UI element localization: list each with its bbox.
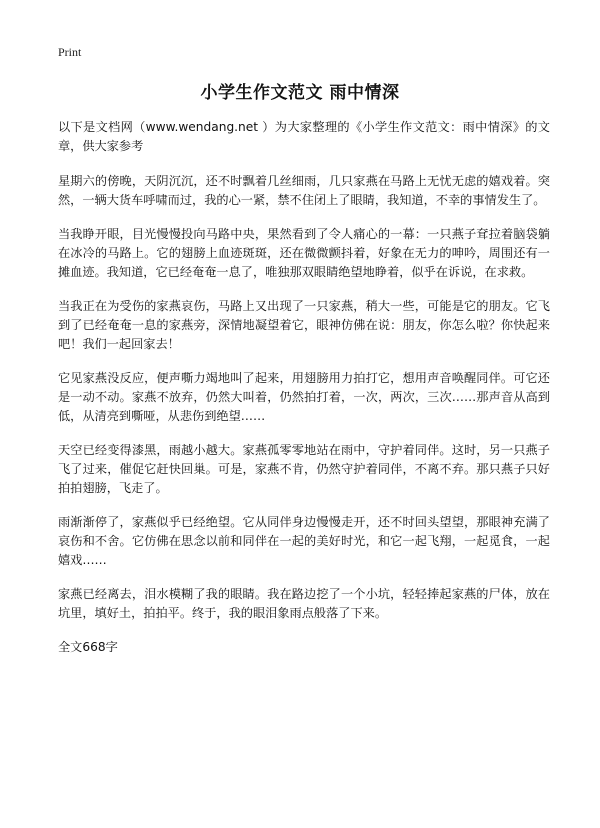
word-count: 全文668字: [58, 640, 118, 654]
print-link[interactable]: Print: [58, 45, 82, 59]
paragraph-5: 天空已经变得漆黑，雨越小越大。家燕孤零零地站在雨中，守护着同伴。这时，另一只燕子飞了过来，催促它赶快回巢。可是，家燕不肯，仍然守护着同伴，不离不弃。那只燕子只好拍拍翅膀，飞走了。: [58, 443, 550, 495]
paragraph-6: 雨渐渐停了，家燕似乎已经绝望。它从同伴身边慢慢走开，还不时回头望望，那眼神充满了哀伤和不舍。它仿佛在思念以前和同伴在一起的美好时光，和它一起飞翔，一起觅食，一起嬉戏……: [58, 515, 550, 567]
paragraph-7: 家燕已经离去，泪水模糊了我的眼睛。我在路边挖了一个小坑，轻轻捧起家燕的尸体，放在坑里，填好土，拍拍平。终于，我的眼泪象雨点般落了下来。: [58, 587, 550, 620]
paragraph-1: 星期六的傍晚，天阴沉沉，还不时飘着几丝细雨，几只家燕在马路上无忧无虑的嬉戏着。突然，一辆大货车呼啸而过，我的心一紧，禁不住闭上了眼睛，我知道，不幸的事情发生了。: [58, 174, 550, 207]
paragraph-4: 它见家燕没反应，便声嘶力竭地叫了起来，用翅膀用力拍打它，想用声音唤醒同伴。可它还是一动不动。家燕不放弃，仍然大叫着，仍然拍打着，一次，两次，三次……那声音从高到低，从清亮到嘶哑，从悲伤到绝望……: [58, 371, 550, 423]
intro-paragraph: 以下是文档网（www.wendang.net ）为大家整理的《小学生作文范文：雨中情深》的文章，供大家参考: [58, 120, 550, 153]
article-body: [58, 118, 550, 672]
paragraph-3: 当我正在为受伤的家燕哀伤，马路上又出现了一只家燕，稍大一些，可能是它的朋友。它飞到了已经奄奄一息的家燕旁，深情地凝望着它，眼神仿佛在说：朋友，你怎么啦？你快起来吧！我们一起回家去！: [58, 299, 550, 351]
page-title: 小学生作文范文 雨中情深: [200, 83, 400, 103]
paragraph-2: 当我睁开眼，目光慢慢投向马路中央，果然看到了令人痛心的一幕：一只燕子耷拉着脑袋躺在冰冷的马路上。它的翅膀上血迹斑斑，还在微微颤抖着，好象在无力的呻吟，周围还有一摊血迹。我知道，它已经奄奄一息了，唯独那双眼睛绝望地睁着，似乎在诉说，在求救。: [58, 227, 550, 279]
